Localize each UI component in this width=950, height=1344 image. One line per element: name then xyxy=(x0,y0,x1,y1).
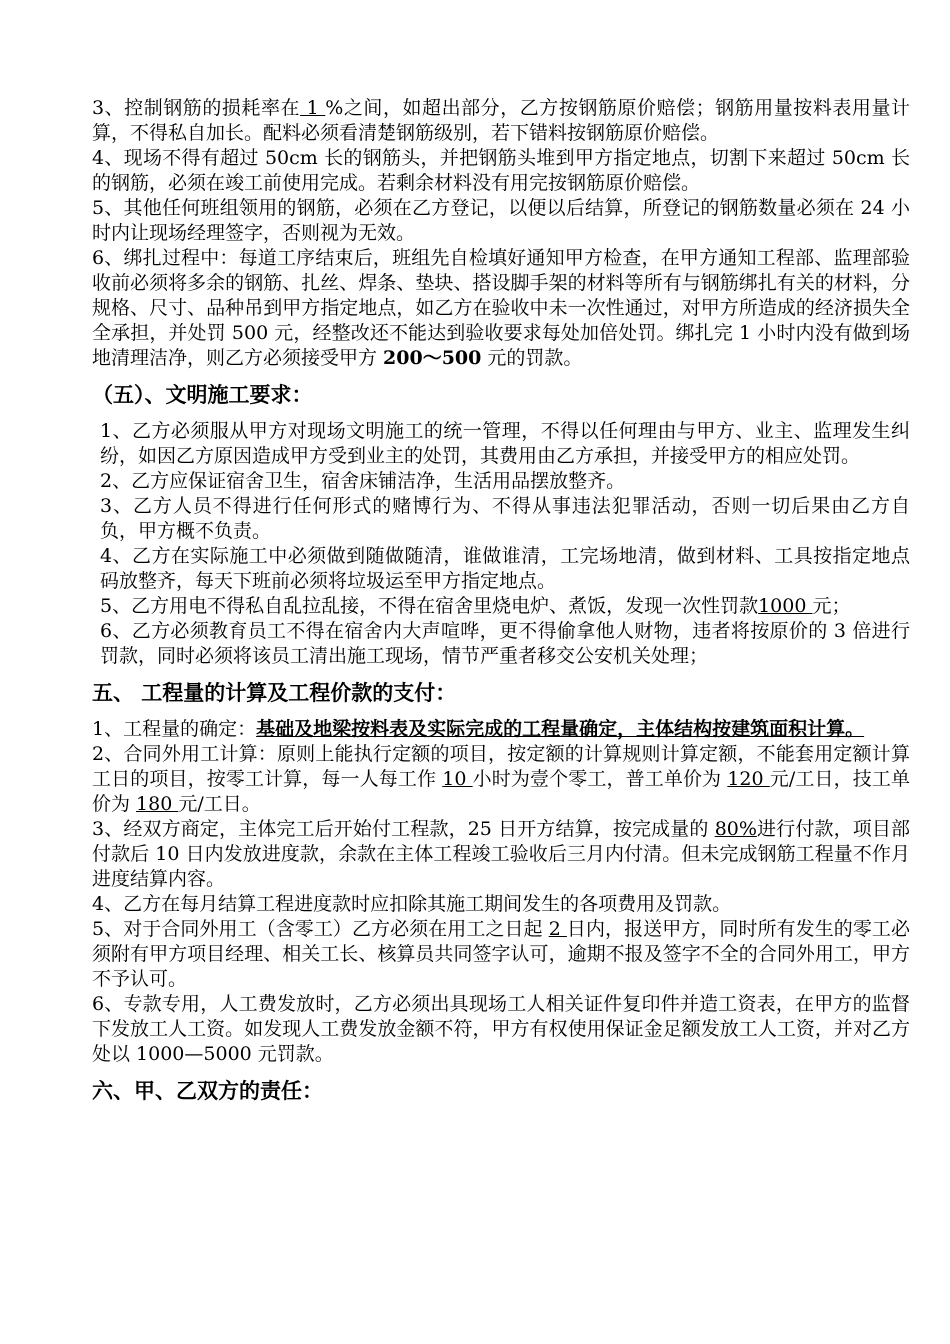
payment-clause-2-text-d: 元/工日。 xyxy=(178,793,261,815)
clause-5-rebar-registration: 5、其他任何班组领用的钢筋，必须在乙方登记，以便以后结算，所登记的钢筋数量必须在 24 小时内让现场经理签字，否则视为无效。 xyxy=(92,197,910,244)
payment-clause-3-text-a: 3、经双方商定，主体完工后开始付工程款，25 日开方结算，按完成量的 xyxy=(92,818,715,840)
loss-rate-value: 1 xyxy=(300,97,326,119)
civil-clause-5-text-b: 元； xyxy=(812,595,851,617)
civilized-construction-heading: （五）、文明施工要求： xyxy=(92,383,313,407)
payment-clause-5-text-a: 5、对于合同外用工（含零工）乙方必须在用工之日起 xyxy=(92,918,549,940)
civil-clause-3: 3、乙方人员不得进行任何形式的赌博行为、不得从事违法犯罪活动，否则一切后果由乙方自负，甲方概不负责。 xyxy=(100,495,910,542)
clause-3-text-b: %之间，如超出部分，乙方按钢筋原价赔偿；钢筋用量按料表用量计算，不得私自加长。配料必须看清楚钢筋级别，若下错料按钢筋原价赔偿。 xyxy=(92,97,910,144)
civil-clause-5-text-a: 5、乙方用电不得私自乱拉乱接，不得在宿舍里烧电炉、煮饭，发现一次性罚款 xyxy=(100,595,759,617)
clause-6-binding-process xyxy=(92,246,910,371)
technician-price-value: 180 xyxy=(136,793,179,815)
laborer-price-value: 120 xyxy=(727,768,770,790)
clause-6-text-b: 元的罚款。 xyxy=(481,347,583,369)
clause-4-rebar-ends: 4、现场不得有超过 50cm 长的钢筋头，并把钢筋头堆到甲方指定地点，切割下来超过 50cm 长的钢筋，必须在竣工前使用完成。若剩余材料没有用完按钢筋原价赔偿。 xyxy=(92,147,910,194)
payment-clause-1-label: 1、工程量的确定： xyxy=(92,718,257,740)
payment-clause-1 xyxy=(92,717,910,742)
responsibilities-heading: 六、甲、乙双方的责任： xyxy=(92,1079,323,1103)
payment-clause-5 xyxy=(92,917,910,992)
work-hours-value: 10 xyxy=(442,768,473,790)
payment-clause-6: 6、专款专用，人工费发放时，乙方必须出具现场工人相关证件复印件并造工资表，在甲方的监督下发放工人工资。如发现人工费发放金额不符，甲方有权使用保证金足额发放工人工资，并对乙方处以 1000—5000 元罚款。 xyxy=(92,993,910,1065)
clause-6-text-a: 6、绑扎过程中：每道工序结束后，班组先自检填好通知甲方检查，在甲方通知工程部、监理部验收前必须将多余的钢筋、扎丝、焊条、垫块、搭设脚手架的材料等所有与钢筋绑扎有关的材料，分规格、尺寸、品种吊到甲方指定地点，如乙方在验收中未一次性通过，对甲方所造成的经济损失全全承担，并处罚 500 元，经整改还不能达到验收要求每处加倍处罚。绑扎完 1 小时内没有做到场地清理洁净，则乙方必须接受甲方 xyxy=(92,247,910,369)
report-days-value: 2 xyxy=(548,918,567,940)
payment-clause-3-text-b: 进行付款，项目部付款后 10 日内发放进度款，余款在主体工程竣工验收后三月内付清。但未完成钢筋工程量不作月进度结算内容。 xyxy=(92,818,910,890)
payment-clause-1-rule: 基础及地梁按料表及实际完成的工程量确定，主体结构按建筑面积计算。 xyxy=(256,718,865,740)
payment-clause-5-text-b: 日内，报送甲方，同时所有发生的零工必须附有甲方项目经理、相关工长、核算员共同签字认可，逾期不报及签字不全的合同外用工，甲方不予认可。 xyxy=(92,918,910,990)
civil-clause-4: 4、乙方在实际施工中必须做到随做随清，谁做谁清，工完场地清，做到材料、工具按指定地点码放整齐，每天下班前必须将垃圾运至甲方指定地点。 xyxy=(100,545,910,592)
payment-clause-2-text-b: 小时为壹个零工，普工单价为 xyxy=(472,768,728,790)
quantity-payment-heading: 五、 工程量的计算及工程价款的支付： xyxy=(92,681,457,705)
payment-percent-value: 80% xyxy=(714,818,757,840)
civil-clause-2: 2、乙方应保证宿舍卫生，宿舍床铺洁净，生活用品摆放整齐。 xyxy=(100,470,626,492)
fine-range-value: 200～500 xyxy=(383,347,482,369)
payment-clause-3 xyxy=(92,817,910,892)
civil-clause-6: 6、乙方必须教育员工不得在宿舍内大声喧哗，更不得偷拿他人财物，违者将按原价的 3 倍进行罚款，同时必须将该员工清出施工现场，情节严重者移交公安机关处理； xyxy=(100,620,910,667)
fine-amount-value: 1000 xyxy=(758,595,813,617)
payment-clause-2-text-a: 2、合同外用工计算：原则上能执行定额的项目，按定额的计算规则计算定额，不能套用定额计算工日的项目，按零工计算，每一人每工作 xyxy=(92,743,910,790)
clause-3-rebar-loss-rate xyxy=(92,96,910,146)
civil-clause-1: 1、乙方必须服从甲方对现场文明施工的统一管理，不得以任何理由与甲方、业主、监理发生纠纷，如因乙方原因造成甲方受到业主的处罚，其费用由乙方承担，并接受甲方的相应处罚。 xyxy=(100,420,910,467)
civil-clause-5 xyxy=(92,594,910,619)
payment-clause-4: 4、乙方在每月结算工程进度款时应扣除其施工期间发生的各项费用及罚款。 xyxy=(92,893,732,915)
payment-clause-2 xyxy=(92,742,910,817)
clause-3-text-a: 3、控制钢筋的损耗率在 xyxy=(92,97,301,119)
payment-clause-2-text-c: 元/工日，技工单价为 xyxy=(92,768,911,815)
